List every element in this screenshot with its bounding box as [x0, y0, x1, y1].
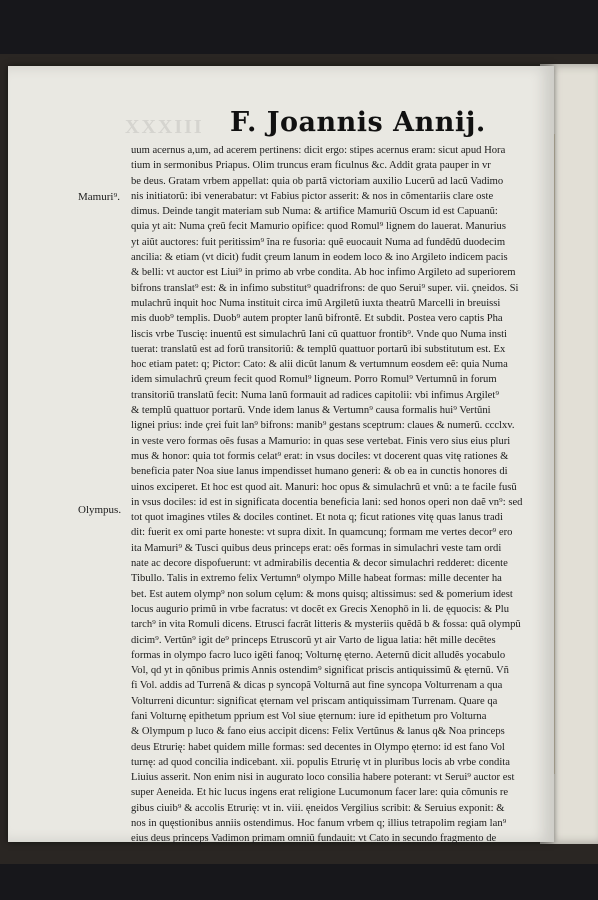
page-header: F. Joannis Annij.	[230, 107, 486, 138]
text-line: quia yt ait: Numa çreũ fecit Mamurio opifice: quod Romul⁹ lignem do lauerat. Manurius	[131, 221, 506, 233]
bleed-through-text: XXXIII	[125, 116, 204, 138]
text-line: nos in quęstionibus anniis ostendimus. Hoc fanum vrbem q; illius tetrapolim regiam lan⁹	[131, 818, 507, 830]
text-line: idem simulachrũ çreum fecit quod Romul⁹ ligneum. Porro Romul⁹ Vertumnũ in forum	[131, 374, 497, 386]
text-line: transitoriũ translatũ fecit: Numa lanũ formauit ad radices capitolii: vbi infimus Argilet⁹	[131, 389, 500, 401]
text-line: eius deus princeps Vadimon primam omniũ fundauit: vt Cato in secundo fragmento de	[131, 833, 497, 845]
text-line: in vsus dociles: id est in significata docentia beneficia lani: sed honos operi non daẽ vn⁹: sed	[131, 496, 523, 508]
text-line: deus Etrurię: habet quidem mille formas: sed decentes in Olympo ęterno: id est fano Vol	[131, 741, 505, 753]
text-line: ancilia: & etiam (vt dicit) fudit çreum lanum in eodem loco & ino Argileto indicem pacis	[131, 252, 508, 264]
text-line: beneficia pater Noa siue lanus impendisset humano generi: & ob ea in cunctis honores di	[131, 466, 508, 478]
text-line: hoc etiam patet: q; Pictor: Cato: & alii dicũt lanum & vertumnum eosdem eẽ: quia Numa	[131, 359, 508, 371]
text-line: nate ac decore dispofuerunt: vt admirabilis decentia & decor simulachri redderet: dicente	[131, 558, 508, 570]
text-line: in veste vero formas oẽs fusas a Mamurio: in quas sese vertebat. Finis vero sius eius pluri	[131, 435, 511, 447]
text-line: tuerat: translatũ est ad forũ transitoriũ: & templũ quattuor portarũ ibi substitutum est. Ex	[131, 343, 506, 355]
text-line: fi Vol. addis ad Turrenã & dicas p syncopã Volturnã aut fine syncopa Volturrenam a qua	[131, 680, 503, 692]
text-line: liscis vrbe Tuscię: inuentũ est simulachrũ Iani cũ quattuor frontib⁹. Vnde quo Numa insti	[131, 328, 507, 340]
text-line: formas in olympo facro luco igẽti fanoq; Volturnę ęterno. Aeternũ dicit alludẽs yocabulo	[131, 649, 506, 661]
text-line: gibus ciuib⁹ & accolis Etrurię: vt in. viii. ęneidos Vergilius scribit: & Seruius exponit: &	[131, 802, 505, 814]
text-line: Vol, qd yt in qõnibus primis Annis ostendim⁹ significat priscis antiquissimũ & ęternũ. Vñ	[131, 665, 509, 677]
text-line: fani Volturnę epithetum pprium est Vol siue ęternum: iure id epithetum pro Volturna	[131, 710, 487, 722]
text-line: lignei prius: inde çrei fuit lan⁹ bifrons: manib⁹ gestans sceptrum: claues & numerũ. ccclxv.	[131, 420, 515, 432]
text-line: be deus. Gratam vrbem appellat: quia ob partã victoriam auxilio Lucerũ ad lacũ Vadimo	[131, 175, 504, 187]
text-line: locus augurio primũ in vrbe facratus: vt docẽt ex Grecis Xenophō in li. de ęquocis: & Plu	[131, 603, 510, 615]
text-line: turnę: ad quod concilia indicebant. xii. populis Etrurię vt in pluribus locis ab vrbe condita	[131, 756, 510, 768]
text-line: uinos exciperet. Et hoc est quod ait. Manuri: hoc opus & simulachrũ et vnũ: a te facile fusũ	[131, 481, 517, 493]
text-line: bet. Est autem olymp⁹ non solum cęlum: & mons quisq; altissimus: sed & pomerium idest	[131, 588, 513, 600]
text-line: & belli: vt auctor est Liui⁹ in primo ab vrbe condita. Ab hoc infimo Argileto ad superiorem	[131, 267, 516, 279]
text-line: Tibullo. Talis in extremo felix Vertumn⁹ olympo Mille habeat formas: mille decenter ha	[131, 573, 502, 585]
text-line: mulachrũ inquit hoc Numa instituit circa imũ Argiletũ iuxta theatrũ Marcelli in breuissi	[131, 297, 501, 309]
text-line: mis duob⁹ templis. Duob⁹ autem propter lanũ bifrontẽ. Et subdit. Postea vero captis Pha	[131, 313, 503, 325]
text-line: mus & honor: quia tot formis celat⁹ erat: in vsus dociles: vt docerent quas vitę rationes &	[131, 450, 509, 462]
text-line: uum acernus a,um, ad acerem pertinens: dicit ergo: stipes acernus eram: sicut apud Hora	[131, 145, 506, 156]
margin-note-olympus: Olympus.	[78, 504, 122, 516]
text-line: yt aiũt auctores: fuit peritissim⁹ ĩna re fusoria: quẽ euocauit Numa ad fundẽdũ duodecim	[131, 236, 506, 248]
text-line: ita Mamuri⁹ & Tusci quibus deus princeps erat: oẽs formas in simulachri veste tam ordi	[131, 542, 502, 554]
text-line: nis initiatorũ: ibi venerabatur: vt Fabius pictor asserit: & nos in cõmentariis clare oste	[131, 190, 494, 202]
text-line: Volturreni dicuntur: significat ęternam vel priscam antiquissimam Turrenam. Quare qa	[131, 695, 498, 707]
text-line: dicim⁹. Vertũn⁹ igit de⁹ princeps Etruscorũ yt air Varto de ligua latia: hẽt mille decẽtes	[131, 634, 496, 646]
margin-note-mamurius: Mamuri⁹.	[78, 191, 121, 203]
text-line: & Olympum p luco & fano eius accipit dicens: Felix Vertũnus & lanus q& Noa princeps	[131, 726, 505, 738]
text-line: tarch⁹ in vita Romuli dicens. Etrusci facrãt litteris & mysteriis quẽdã b & fossa: quã olympũ	[131, 619, 521, 631]
body-text	[131, 143, 531, 847]
text-line: dit: fuerit ex omi parte honeste: vt supra dixit. In quamcunq; formam me vertes decor⁹ ero	[131, 527, 513, 539]
text-line: tium in sermonibus Priapus. Olim truncus eram ficulnus &c. Addit grata pauper in vr	[131, 160, 491, 172]
text-line: dimus. Deinde tangit materiam sub Numa: & artifice Mamuriũ Oscum id est Capuanũ:	[131, 206, 498, 218]
text-line: bifrons translat⁹ est: & in infimo substitut⁹ quadrifrons: de quo Serui⁹ super. vii. çneidos. Si	[131, 282, 519, 294]
text-line: Liuius asserit. Non enim nisi in augurato loco consilia habere poterant: vt Serui⁹ auctor est	[131, 772, 515, 784]
text-line: super Aeneida. Et hic lucus ingens erat religione Lucumonum facer lare: quia cõmunis re	[131, 787, 509, 799]
text-line: & templũ quattuor portarũ. Vnde idem lanus & Vertumn⁹ causa formalis hui⁹ Vertũni	[131, 405, 491, 417]
text-line: tot quot imagines vtiles & dociles continet. Et nota q; ficut rationes vitę quas lanus tradi	[131, 512, 503, 524]
